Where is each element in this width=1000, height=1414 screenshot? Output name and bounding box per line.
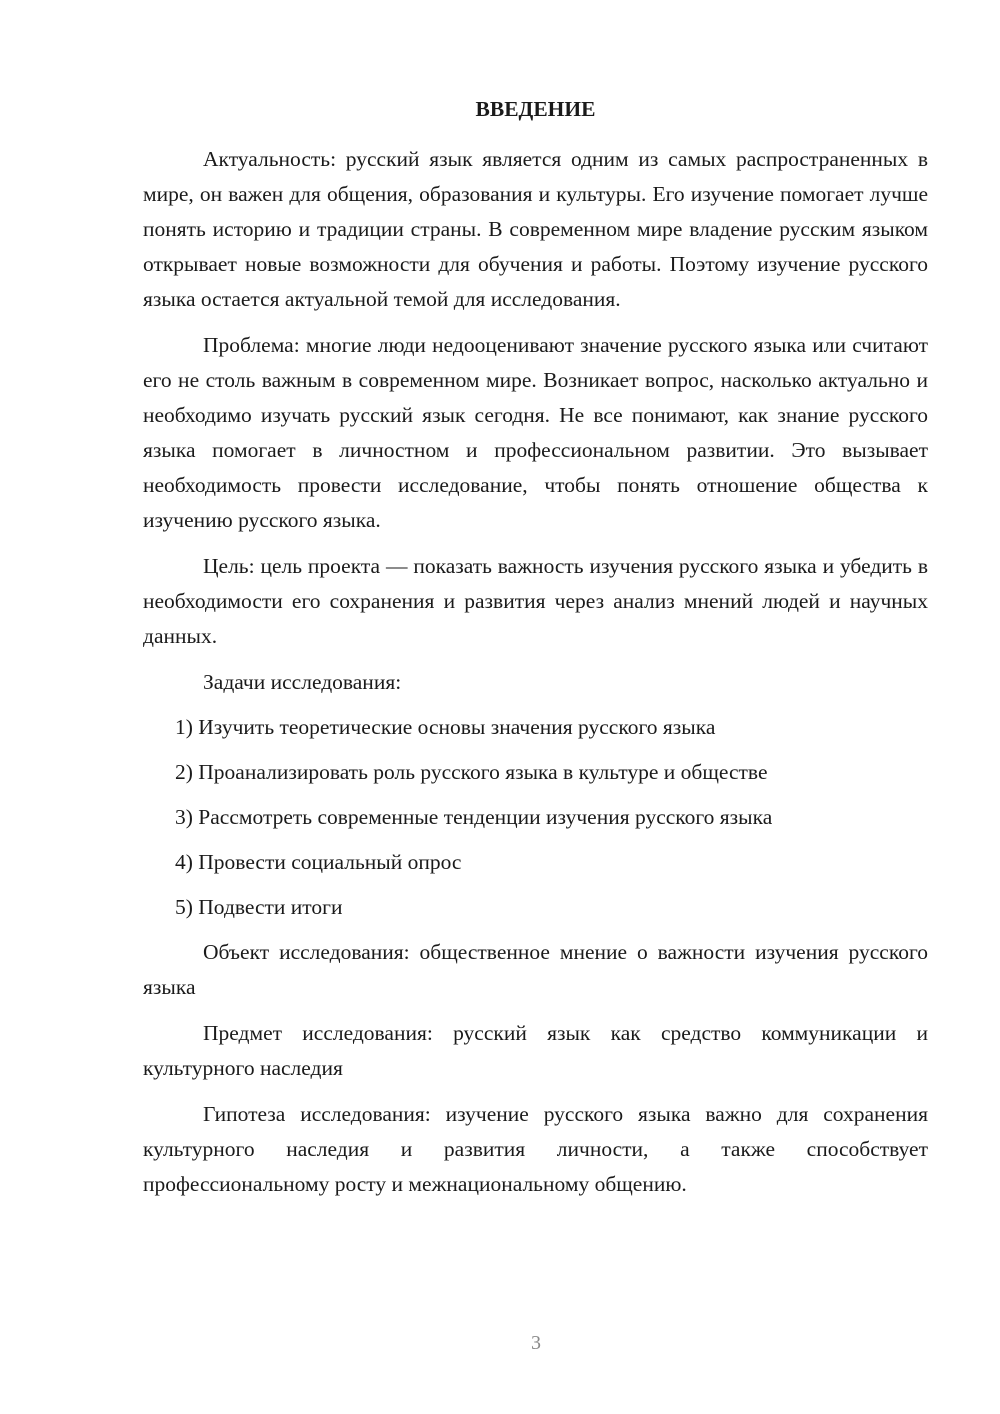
page-number: 3 [531,1332,541,1354]
object-paragraph: Объект исследования: общественное мнение о важности изучения русского языка [143,940,928,999]
document-page [143,92,928,1213]
list-item: 3) Рассмотреть современные тенденции изучения русского языка [175,805,773,829]
tasks-heading: Задачи исследования: [203,670,402,694]
list-item: 2) Проанализировать роль русского языка в культуре и обществе [175,760,768,784]
hypothesis-paragraph: Гипотеза исследования: изучение русского языка важно для сохранения культурного наследия и развития личности, а также способствует профессиональному росту и межнациональному общению. [143,1102,928,1196]
page-title: ВВЕДЕНИЕ [475,97,596,121]
subject-paragraph: Предмет исследования: русский язык как средство коммуникации и культурного наследия [143,1021,928,1080]
goal-paragraph: Цель: цель проекта — показать важность изучения русского языка и убедить в необходимости его сохранения и развития через анализ мнений людей и научных данных. [143,554,928,648]
list-item: 5) Подвести итоги [175,895,343,919]
tasks-list [143,710,928,925]
list-item: 1) Изучить теоретические основы значения русского языка [175,715,716,739]
problem-paragraph: Проблема: многие люди недооценивают значение русского языка или считают его не столь важным в современном мире. Возникает вопрос, насколько актуально и необходимо изучать русский язык сегодня. Не все понимают, как знание русского языка помогает в личностном и профессиональном развитии. Это вызывает необходимость провести исследование, чтобы понять отношение общества к изучению русского языка. [143,333,928,532]
list-item: 4) Провести социальный опрос [175,850,462,874]
relevance-paragraph: Актуальность: русский язык является одним из самых распространенных в мире, он важен для общения, образования и культуры. Его изучение помогает лучше понять историю и традиции страны. В современном мире владение русским языком открывает новые возможности для обучения и работы. Поэтому изучение русского языка остается актуальной темой для исследования. [143,147,928,311]
